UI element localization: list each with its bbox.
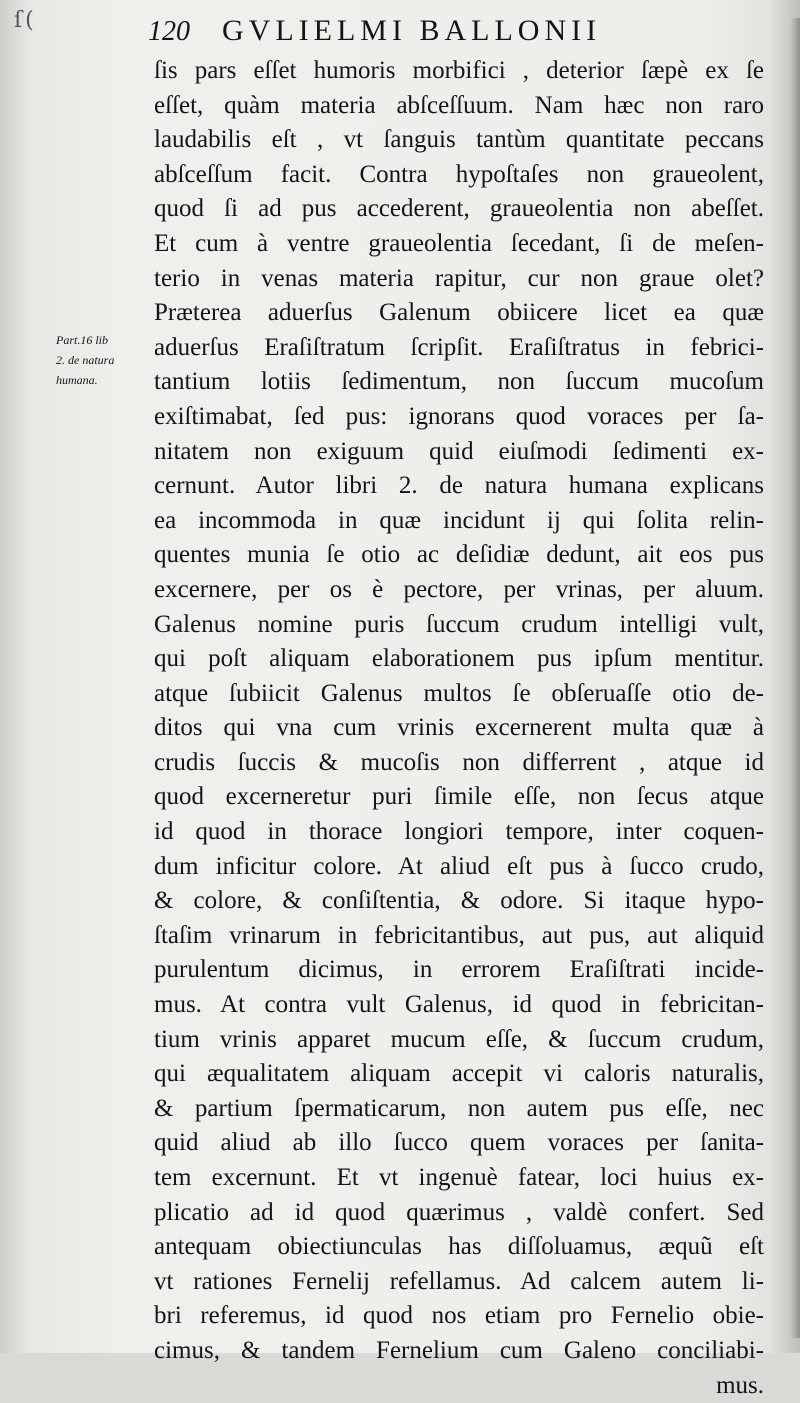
text-line: tantium lotiis ſedimentum, non ſuccum mucoſum (154, 368, 764, 396)
text-line: mus. (716, 1371, 764, 1399)
text-line: tem excernunt. Et vt ingenuè fatear, loci huius ex- (154, 1164, 764, 1191)
running-head: GVLIELMI BALLONII (222, 14, 602, 47)
margin-note (56, 330, 156, 390)
text-line: cimus, & tandem Fernelium cum Galeno conciliabi- (154, 1336, 764, 1364)
text-line: eſſet, quàm materia abſceſſuum. Nam hæc non raro (154, 91, 764, 119)
text-line: id quod in thorace longiori tempore, inter coquen- (154, 818, 764, 846)
text-line: antequam obiectiunculas has diſſoluamus, æquũ eſt (154, 1233, 764, 1261)
text-line: quentes munia ſe otio ac deſidiæ dedunt, ait eos pus (154, 541, 764, 569)
text-line: laudabilis eſt , vt ſanguis tantùm quantitate peccans (154, 126, 764, 154)
text-line: ditos qui vna cum vrinis excernerent multa quæ à (154, 714, 764, 742)
text-line: quod excerneretur puri ſimile eſſe, non ſecus atque (154, 783, 764, 811)
text-line: quid aliud ab illo ſucco quem voraces per ſanita- (154, 1129, 764, 1157)
text-line: Galenus nomine puris ſuccum crudum intelligi vult, (154, 610, 764, 638)
page-number: 120 (148, 16, 190, 47)
text-line: tium vrinis apparet mucum eſſe, & ſuccum crudum, (154, 1025, 764, 1053)
gutter-shadow-mark: ſ ( (14, 8, 32, 33)
margin-note-line: 2. de natura (56, 353, 115, 367)
text-line: crudis ſuccis & mucoſis non differrent , atque id (154, 748, 764, 776)
text-line: nitatem non exiguum quid eiuſmodi ſedimenti ex- (154, 437, 764, 465)
body-text (154, 54, 764, 1403)
text-line: ſis pars eſſet humoris morbifici , deterior ſæpè ex ſe (154, 57, 764, 84)
margin-note-line: humana. (56, 373, 98, 387)
text-line: quod ſi ad pus accederent, graueolentia non abeſſet. (154, 195, 764, 223)
text-line: purulentum dicimus, in errorem Eraſiſtrati incide- (154, 956, 764, 984)
page-header (148, 14, 748, 54)
page-edge-shadow (790, 18, 800, 1338)
text-line: excernere, per os è pectore, per vrinas, per aluum. (154, 575, 764, 603)
text-line: vt rationes Fernelij refellamus. Ad calcem autem li- (154, 1267, 764, 1295)
text-line: dum inficitur colore. At aliud eſt pus à ſucco crudo, (154, 852, 764, 880)
text-line: exiſtimabat, ſed pus: ignorans quod voraces per ſa- (154, 402, 764, 430)
margin-note-line: Part.16 lib (56, 333, 109, 347)
text-line: abſceſſum facit. Contra hypoſtaſes non graueolent, (154, 160, 764, 188)
text-line: plicatio ad id quod quærimus , valdè confert. Sed (154, 1198, 764, 1226)
text-line: ea incommoda in quæ incidunt ij qui ſolita relin- (154, 506, 764, 534)
text-line: qui æqualitatem aliquam accepit vi caloris naturalis, (154, 1060, 764, 1088)
text-line: aduerſus Eraſiſtratum ſcripſit. Eraſiſtratus in febrici- (154, 333, 764, 361)
text-line: ſtaſim vrinarum in febricitantibus, aut pus, aut aliquid (154, 921, 764, 949)
text-line: terio in venas materia rapitur, cur non graue olet? (154, 264, 764, 292)
text-line: Et cum à ventre graueolentia ſecedant, ſi de meſen- (154, 229, 764, 257)
text-line: cernunt. Autor libri 2. de natura humana explicans (154, 472, 764, 500)
text-line: & colore, & conſiſtentia, & odore. Si itaque hypo- (154, 887, 764, 915)
text-line: qui poſt aliquam elaborationem pus ipſum mentitur. (154, 645, 764, 673)
text-line: & partium ſpermaticarum, non autem pus eſſe, nec (154, 1094, 764, 1122)
text-line: bri referemus, id quod nos etiam pro Fernelio obie- (154, 1302, 764, 1330)
text-line: mus. At contra vult Galenus, id quod in febricitan- (154, 991, 764, 1019)
text-line: atque ſubiicit Galenus multos ſe obſeruaſſe otio de- (154, 679, 764, 707)
text-line: Præterea aduerſus Galenum obiicere licet ea quæ (154, 299, 764, 327)
